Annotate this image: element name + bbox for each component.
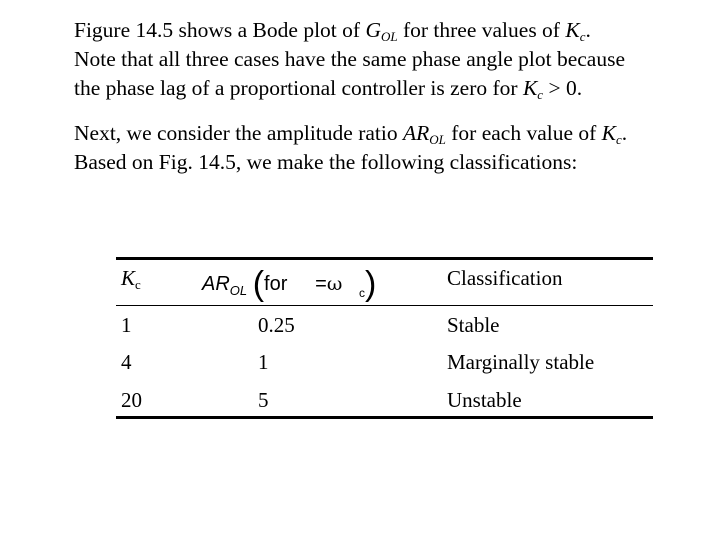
subscript-c: c: [579, 29, 586, 44]
table-header-rule: [116, 305, 653, 306]
symbol-k: K: [522, 76, 538, 100]
header-ar: [202, 260, 376, 304]
text-run: Figure 14.5 shows a Bode plot of: [74, 18, 366, 42]
row2-ar: 1: [258, 350, 269, 374]
text-run: Note that all three cases have the same phase angle plot because: [74, 47, 626, 71]
header-ar-symbol: AR: [202, 273, 230, 295]
text-run: .: [585, 18, 591, 42]
row1-ar: 0.25: [258, 313, 295, 337]
header-omega: ω: [326, 273, 343, 295]
subscript-ol: OL: [429, 132, 446, 147]
subscript-ol: OL: [380, 29, 398, 44]
right-paren: ): [365, 265, 377, 303]
header-ar-subscript: OL: [229, 283, 248, 298]
table-bottom-rule: [116, 416, 653, 419]
text-run: Next, we consider the amplitude ratio: [74, 121, 403, 145]
left-paren: (: [252, 265, 265, 303]
classification-table: [116, 257, 653, 419]
paragraph-bode-intro: [74, 16, 625, 103]
row3-classification: Unstable: [447, 388, 522, 412]
row3-kc: 20: [121, 388, 142, 412]
header-kc-symbol: K: [121, 266, 136, 290]
text-run: Based on Fig. 14.5, we make the following classifications:: [74, 150, 578, 174]
text-run: for each value of: [445, 121, 602, 145]
symbol-ar: AR: [402, 121, 430, 145]
header-kc-subscript: c: [135, 277, 141, 292]
text-run: .: [621, 121, 628, 145]
text-run: for three values of: [397, 18, 566, 42]
header-equals: =: [315, 273, 327, 295]
subscript-c: c: [616, 132, 622, 147]
row1-kc: 1: [121, 313, 132, 337]
row1-classification: Stable: [447, 313, 500, 337]
header-classification: Classification: [447, 266, 563, 290]
symbol-k: K: [565, 18, 580, 42]
header-omega-subscript: c: [359, 286, 366, 300]
symbol-k: K: [601, 121, 617, 145]
header-for-text: for: [264, 273, 288, 295]
text-run: > 0.: [543, 76, 583, 100]
header-kc: [121, 266, 141, 291]
row3-ar: 5: [258, 388, 269, 412]
table-top-rule: [116, 257, 653, 260]
paragraph-amplitude-ratio: [74, 119, 627, 177]
subscript-c: c: [537, 87, 544, 102]
symbol-g: G: [365, 18, 381, 42]
row2-kc: 4: [121, 350, 132, 374]
row2-classification: Marginally stable: [447, 350, 595, 374]
text-run: the phase lag of a proportional controller is zero for: [74, 76, 523, 100]
